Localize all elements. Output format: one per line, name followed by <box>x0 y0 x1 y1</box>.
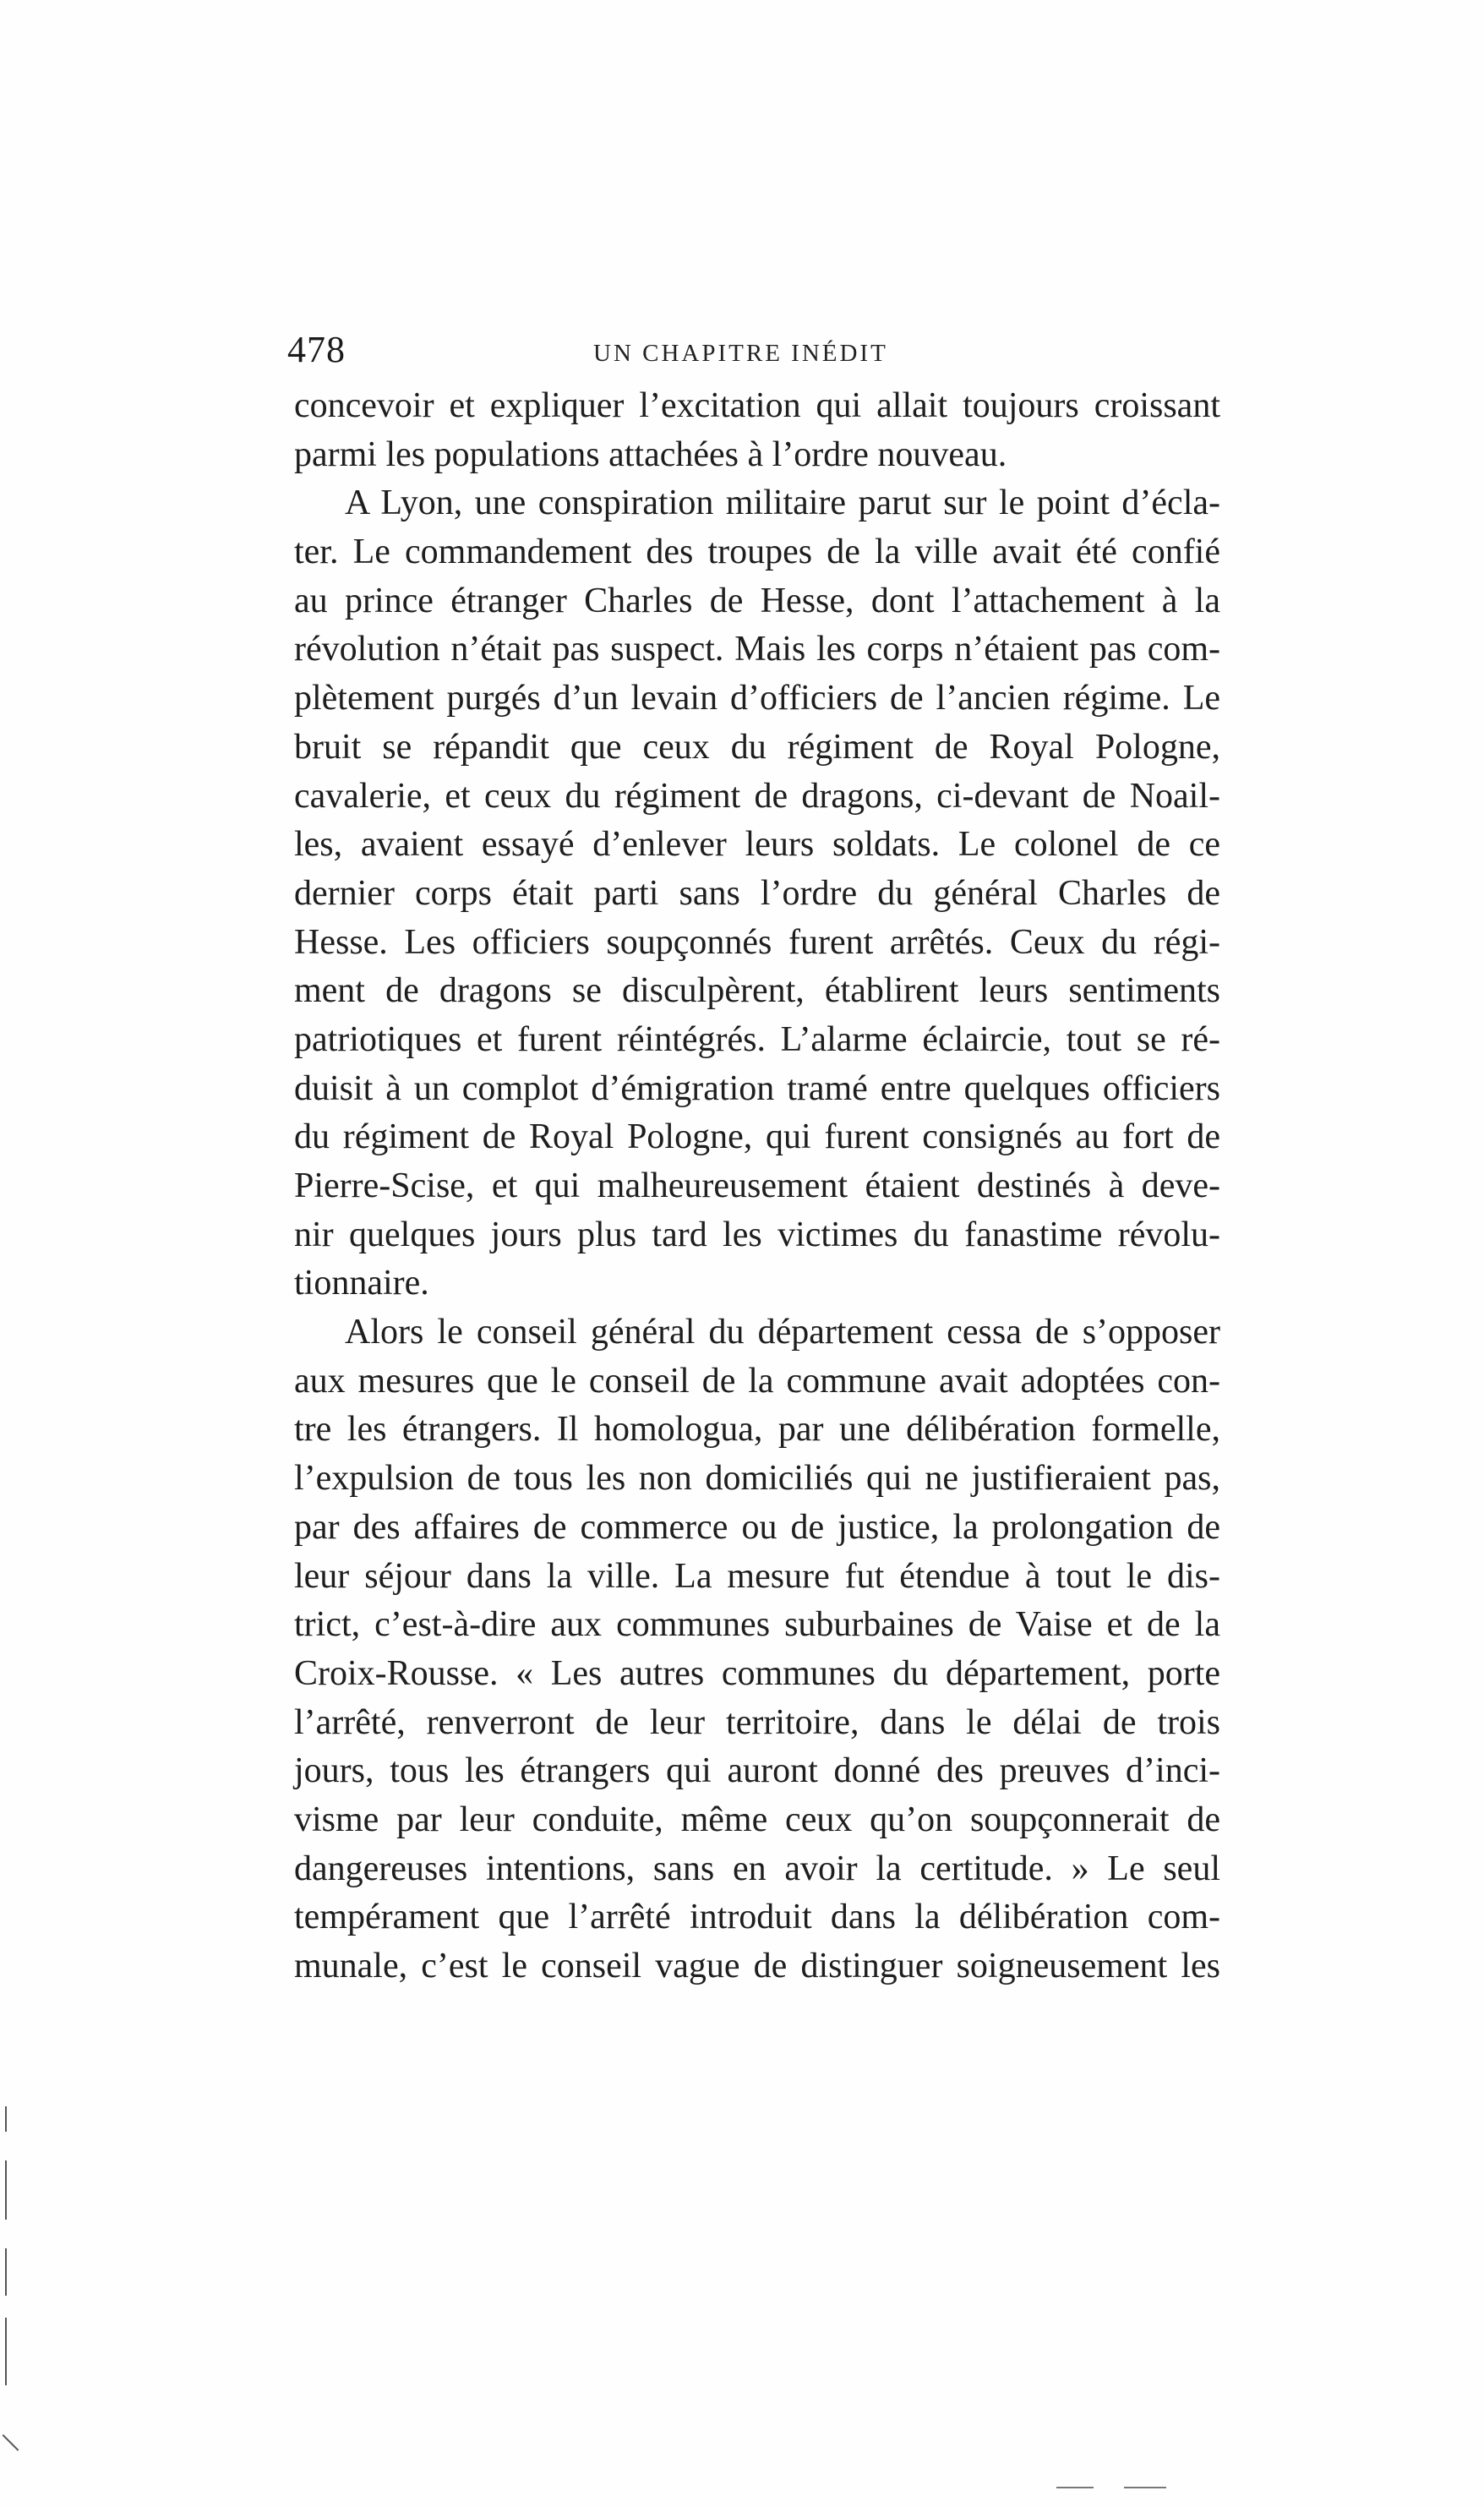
text-line: aux mesures que le conseil de la commune avait adoptées con- <box>294 1361 1220 1401</box>
text-line: munale, c’est le conseil vague de distinguer soigneusement les <box>294 1947 1220 1985</box>
text-line: du régiment de Royal Pologne, qui furent consignés au fort de <box>294 1117 1220 1157</box>
text-line: visme par leur conduite, même ceux qu’on soupçonnerait de <box>294 1800 1220 1839</box>
text-line: les, avaient essayé d’enlever leurs soldats. Le colonel de ce <box>294 825 1220 865</box>
text-line: trict, c’est-à-dire aux communes suburbaines de Vaise et de la <box>294 1605 1220 1645</box>
scan-mark <box>1124 2487 1166 2488</box>
text-line: par des affaires de commerce ou de justice, la prolongation de <box>294 1507 1220 1547</box>
text-line: au prince étranger Charles de Hesse, dont l’attachement à la <box>294 581 1220 620</box>
scan-mark <box>5 2248 7 2296</box>
scan-mark <box>5 2160 7 2220</box>
text-line: Alors le conseil général du département cessa de s’opposer <box>345 1313 1220 1352</box>
text-line: A Lyon, une conspiration militaire parut sur le point d’écla- <box>345 483 1220 523</box>
running-title: UN CHAPITRE INÉDIT <box>593 340 888 367</box>
text-line: Hesse. Les officiers soupçonnés furent arrêtés. Ceux du régi- <box>294 922 1220 962</box>
scan-mark <box>5 2318 7 2385</box>
page-header <box>287 328 1214 379</box>
scan-mark <box>5 2106 7 2132</box>
text-line: ment de dragons se disculpèrent, établirent leurs sentiments <box>294 971 1220 1011</box>
text-line: bruit se répandit que ceux du régiment de Royal Pologne, <box>294 727 1220 767</box>
text-line: révolution n’était pas suspect. Mais les corps n’étaient pas com- <box>294 630 1220 669</box>
body-text <box>294 382 1220 1991</box>
text-line: leur séjour dans la ville. La mesure fut étendue à tout le dis- <box>294 1556 1220 1596</box>
text-line: patriotiques et furent réintégrés. L’alarme éclaircie, tout se ré- <box>294 1019 1220 1059</box>
text-line: Pierre-Scise, et qui malheureusement étaient destinés à deve- <box>294 1166 1220 1205</box>
scan-mark <box>1056 2487 1094 2488</box>
text-line: tempérament que l’arrêté introduit dans la délibération com- <box>294 1898 1220 1937</box>
text-line: tionnaire. <box>294 1264 429 1303</box>
text-line: Croix-Rousse. « Les autres communes du département, porte <box>294 1653 1220 1693</box>
text-line: plètement purgés d’un levain d’officiers de l’ancien régime. Le <box>294 679 1220 718</box>
text-line: parmi les populations attachées à l’ordre nouveau. <box>294 434 1007 474</box>
scan-mark <box>3 2434 19 2451</box>
text-line: nir quelques jours plus tard les victimes du fanastime révolu- <box>294 1215 1220 1254</box>
text-line: duisit à un complot d’émigration tramé entre quelques officiers <box>294 1068 1220 1108</box>
text-line: concevoir et expliquer l’excitation qui allait toujours croissant <box>294 386 1220 425</box>
text-line: ter. Le commandement des troupes de la ville avait été confié <box>294 533 1220 572</box>
text-line: tre les étrangers. Il homologua, par une délibération formelle, <box>294 1410 1220 1450</box>
text-line: cavalerie, et ceux du régiment de dragons, ci-devant de Noail- <box>294 776 1220 816</box>
text-line: jours, tous les étrangers qui auront donné des preuves d’inci- <box>294 1751 1220 1791</box>
text-line: dernier corps était parti sans l’ordre du général Charles de <box>294 873 1220 913</box>
text-line: l’expulsion de tous les non domiciliés qui ne justifieraient pas, <box>294 1459 1220 1499</box>
text-line: dangereuses intentions, sans en avoir la certitude. » Le seul <box>294 1849 1220 1888</box>
page-number: 478 <box>287 329 346 370</box>
text-line: l’arrêté, renverront de leur territoire, dans le délai de trois <box>294 1702 1220 1742</box>
